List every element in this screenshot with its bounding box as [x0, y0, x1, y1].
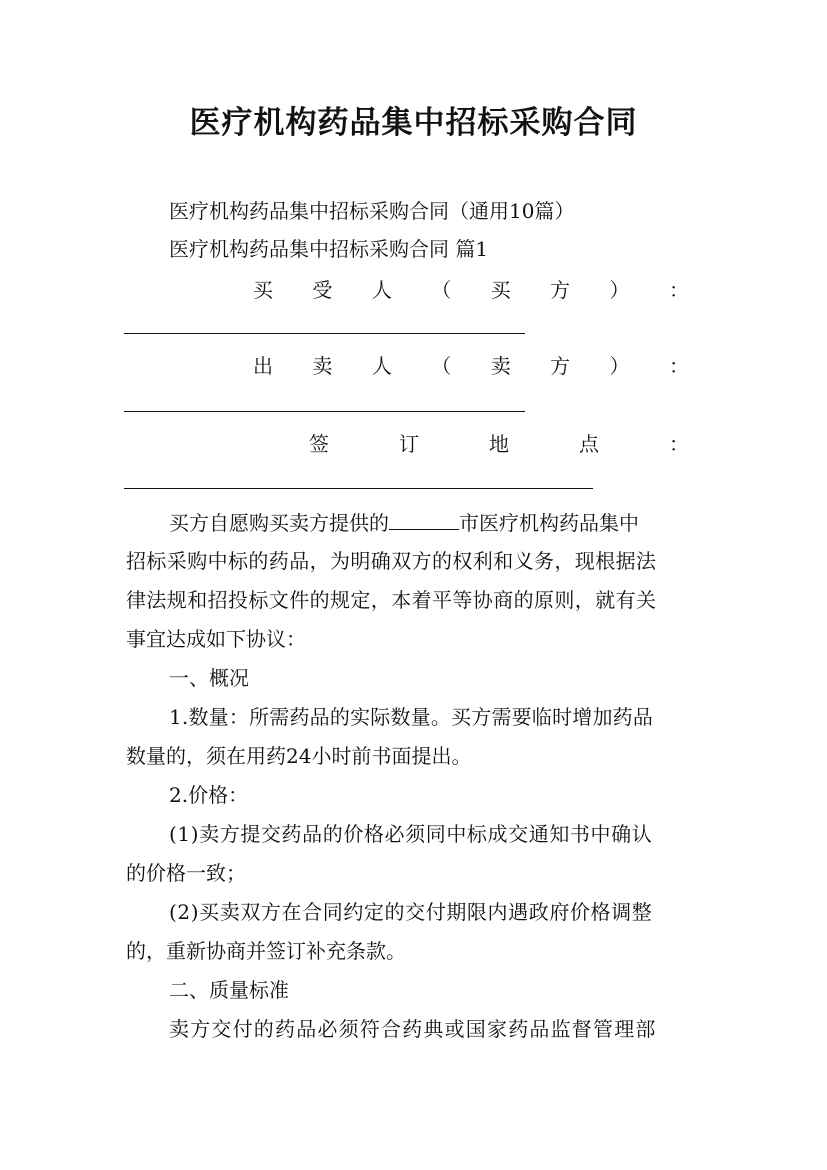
- seller-label-char: 卖: [312, 354, 333, 378]
- section-2-heading: 二、质量标准: [169, 978, 289, 1002]
- signing-place-label: [309, 429, 689, 459]
- city-blank-field: [389, 507, 459, 530]
- signing-place-label-char: ：: [669, 432, 689, 456]
- intro-paragraph-line-2: 招标采购中标的药品，为明确双方的权利和义务，现根据法: [126, 549, 657, 573]
- intro-paragraph-line-3: 律法规和招投标文件的规定，本着平等协商的原则，就有关: [126, 588, 657, 612]
- seller-label-char: （: [431, 354, 452, 378]
- intro-text-a: 买方自愿购买卖方提供的: [169, 511, 389, 535]
- section-2-line-1: 卖方交付的药品必须符合药典或国家药品监督管理部: [169, 1017, 657, 1041]
- buyer-label-char: ）: [609, 278, 630, 302]
- signing-place-label-char: 地: [489, 432, 509, 456]
- item-2b-line-2: 的，重新协商并签订补充条款。: [126, 939, 406, 963]
- seller-label: [253, 351, 689, 381]
- seller-label-char: 方: [550, 354, 571, 378]
- buyer-label-char: 买: [490, 278, 511, 302]
- seller-signature-line: [124, 411, 525, 412]
- seller-label-char: 卖: [490, 354, 511, 378]
- buyer-label-char: 人: [371, 278, 392, 302]
- signing-place-label-char: 签: [309, 432, 329, 456]
- seller-label-char: ：: [668, 354, 689, 378]
- seller-label-char: 出: [253, 354, 273, 378]
- section-1-heading: 一、概况: [169, 666, 249, 690]
- item-2a-line-1: (1)卖方提交药品的价格必须同中标成交通知书中确认: [169, 822, 653, 846]
- item-2-heading: 2.价格：: [169, 783, 249, 807]
- item-1-line-2: 数量的，须在用药24小时前书面提出。: [126, 744, 472, 768]
- intro-paragraph-line-4: 事宜达成如下协议：: [126, 627, 306, 651]
- section-heading-line: 医疗机构药品集中招标采购合同 篇1: [169, 237, 489, 261]
- signing-place-label-char: 订: [399, 432, 419, 456]
- buyer-signature-line: [124, 333, 525, 334]
- buyer-label-char: 受: [312, 278, 333, 302]
- buyer-label-char: ：: [668, 278, 689, 302]
- item-2b-line-1: (2)买卖双方在合同约定的交付期限内遇政府价格调整: [169, 900, 653, 924]
- seller-label-char: 人: [371, 354, 392, 378]
- buyer-label: [253, 275, 689, 305]
- signing-place-label-char: 点: [579, 432, 599, 456]
- buyer-label-char: 方: [550, 278, 571, 302]
- buyer-label-char: （: [431, 278, 452, 302]
- item-2a-line-2: 的价格一致；: [126, 861, 246, 885]
- subtitle-line: 医疗机构药品集中招标采购合同（通用10篇）: [169, 199, 575, 223]
- intro-paragraph-line-1: [169, 507, 701, 538]
- seller-label-char: ）: [609, 354, 630, 378]
- item-1-line-1: 1.数量：所需药品的实际数量。买方需要临时增加药品: [169, 705, 654, 729]
- buyer-label-char: 买: [253, 278, 273, 302]
- intro-text-b: 市医疗机构药品集中: [459, 511, 639, 535]
- document-title: 医疗机构药品集中招标采购合同: [189, 105, 638, 141]
- signing-place-line: [124, 488, 593, 489]
